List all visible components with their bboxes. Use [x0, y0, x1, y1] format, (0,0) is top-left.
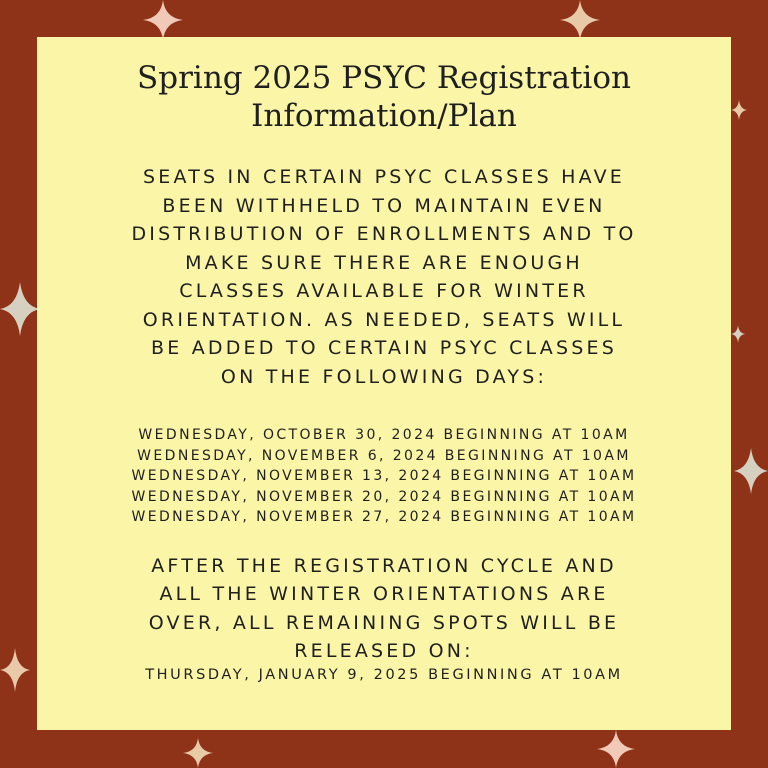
date-item: WEDNESDAY, NOVEMBER 27, 2024 BEGINNING AT 10AM [131, 509, 637, 525]
sparkle-star-icon [731, 325, 745, 343]
date-item: WEDNESDAY, NOVEMBER 20, 2024 BEGINNING AT 10AM [131, 488, 637, 505]
sparkle-star-icon [734, 444, 768, 498]
title-line: Information/Plan [251, 98, 517, 134]
intro-line: BE ADDED TO CERTAIN PSYC CLASSES [151, 337, 617, 359]
date-list [37, 425, 731, 528]
release-line: ALL THE WINTER ORIENTATIONS ARE [159, 583, 609, 605]
release-line: AFTER THE REGISTRATION CYCLE AND [151, 554, 617, 577]
intro-line: ON THE FOLLOWING DAYS: [220, 365, 548, 388]
page-title [57, 59, 711, 135]
intro-line: CLASSES AVAILABLE FOR WINTER [179, 280, 589, 302]
date-item: WEDNESDAY, NOVEMBER 13, 2024 BEGINNING AT 10AM [131, 468, 637, 484]
info-card [37, 37, 731, 730]
sparkle-star-icon [135, 0, 191, 40]
intro-line: MAKE SURE THERE ARE ENOUGH [185, 251, 583, 274]
final-release-date: THURSDAY, JANUARY 9, 2025 BEGINNING AT 10AM [145, 666, 623, 683]
sparkle-star-icon [552, 0, 608, 40]
sparkle-star-icon [586, 730, 646, 768]
title-line: Spring 2025 PSYC Registration [137, 60, 631, 96]
intro-line: BEEN WITHHELD TO MAINTAIN EVEN [162, 194, 606, 217]
sparkle-star-icon [0, 648, 30, 692]
intro-line: DISTRIBUTION OF ENROLLMENTS AND TO [131, 223, 637, 245]
date-item: WEDNESDAY, NOVEMBER 6, 2024 BEGINNING AT 10AM [137, 447, 631, 464]
sparkle-star-icon [170, 738, 226, 768]
intro-line: ORIENTATION. AS NEEDED, SEATS WILL [142, 308, 626, 331]
date-item: WEDNESDAY, OCTOBER 30, 2024 BEGINNING AT 10AM [138, 427, 630, 443]
intro-paragraph [65, 163, 703, 391]
sparkle-star-icon [0, 282, 40, 336]
sparkle-star-icon [731, 100, 747, 120]
intro-line: SEATS IN CERTAIN PSYC CLASSES HAVE [143, 166, 625, 188]
release-paragraph [67, 552, 701, 666]
release-line: OVER, ALL REMAINING SPOTS WILL BE [148, 611, 620, 634]
release-line: RELEASED ON: [294, 640, 474, 662]
